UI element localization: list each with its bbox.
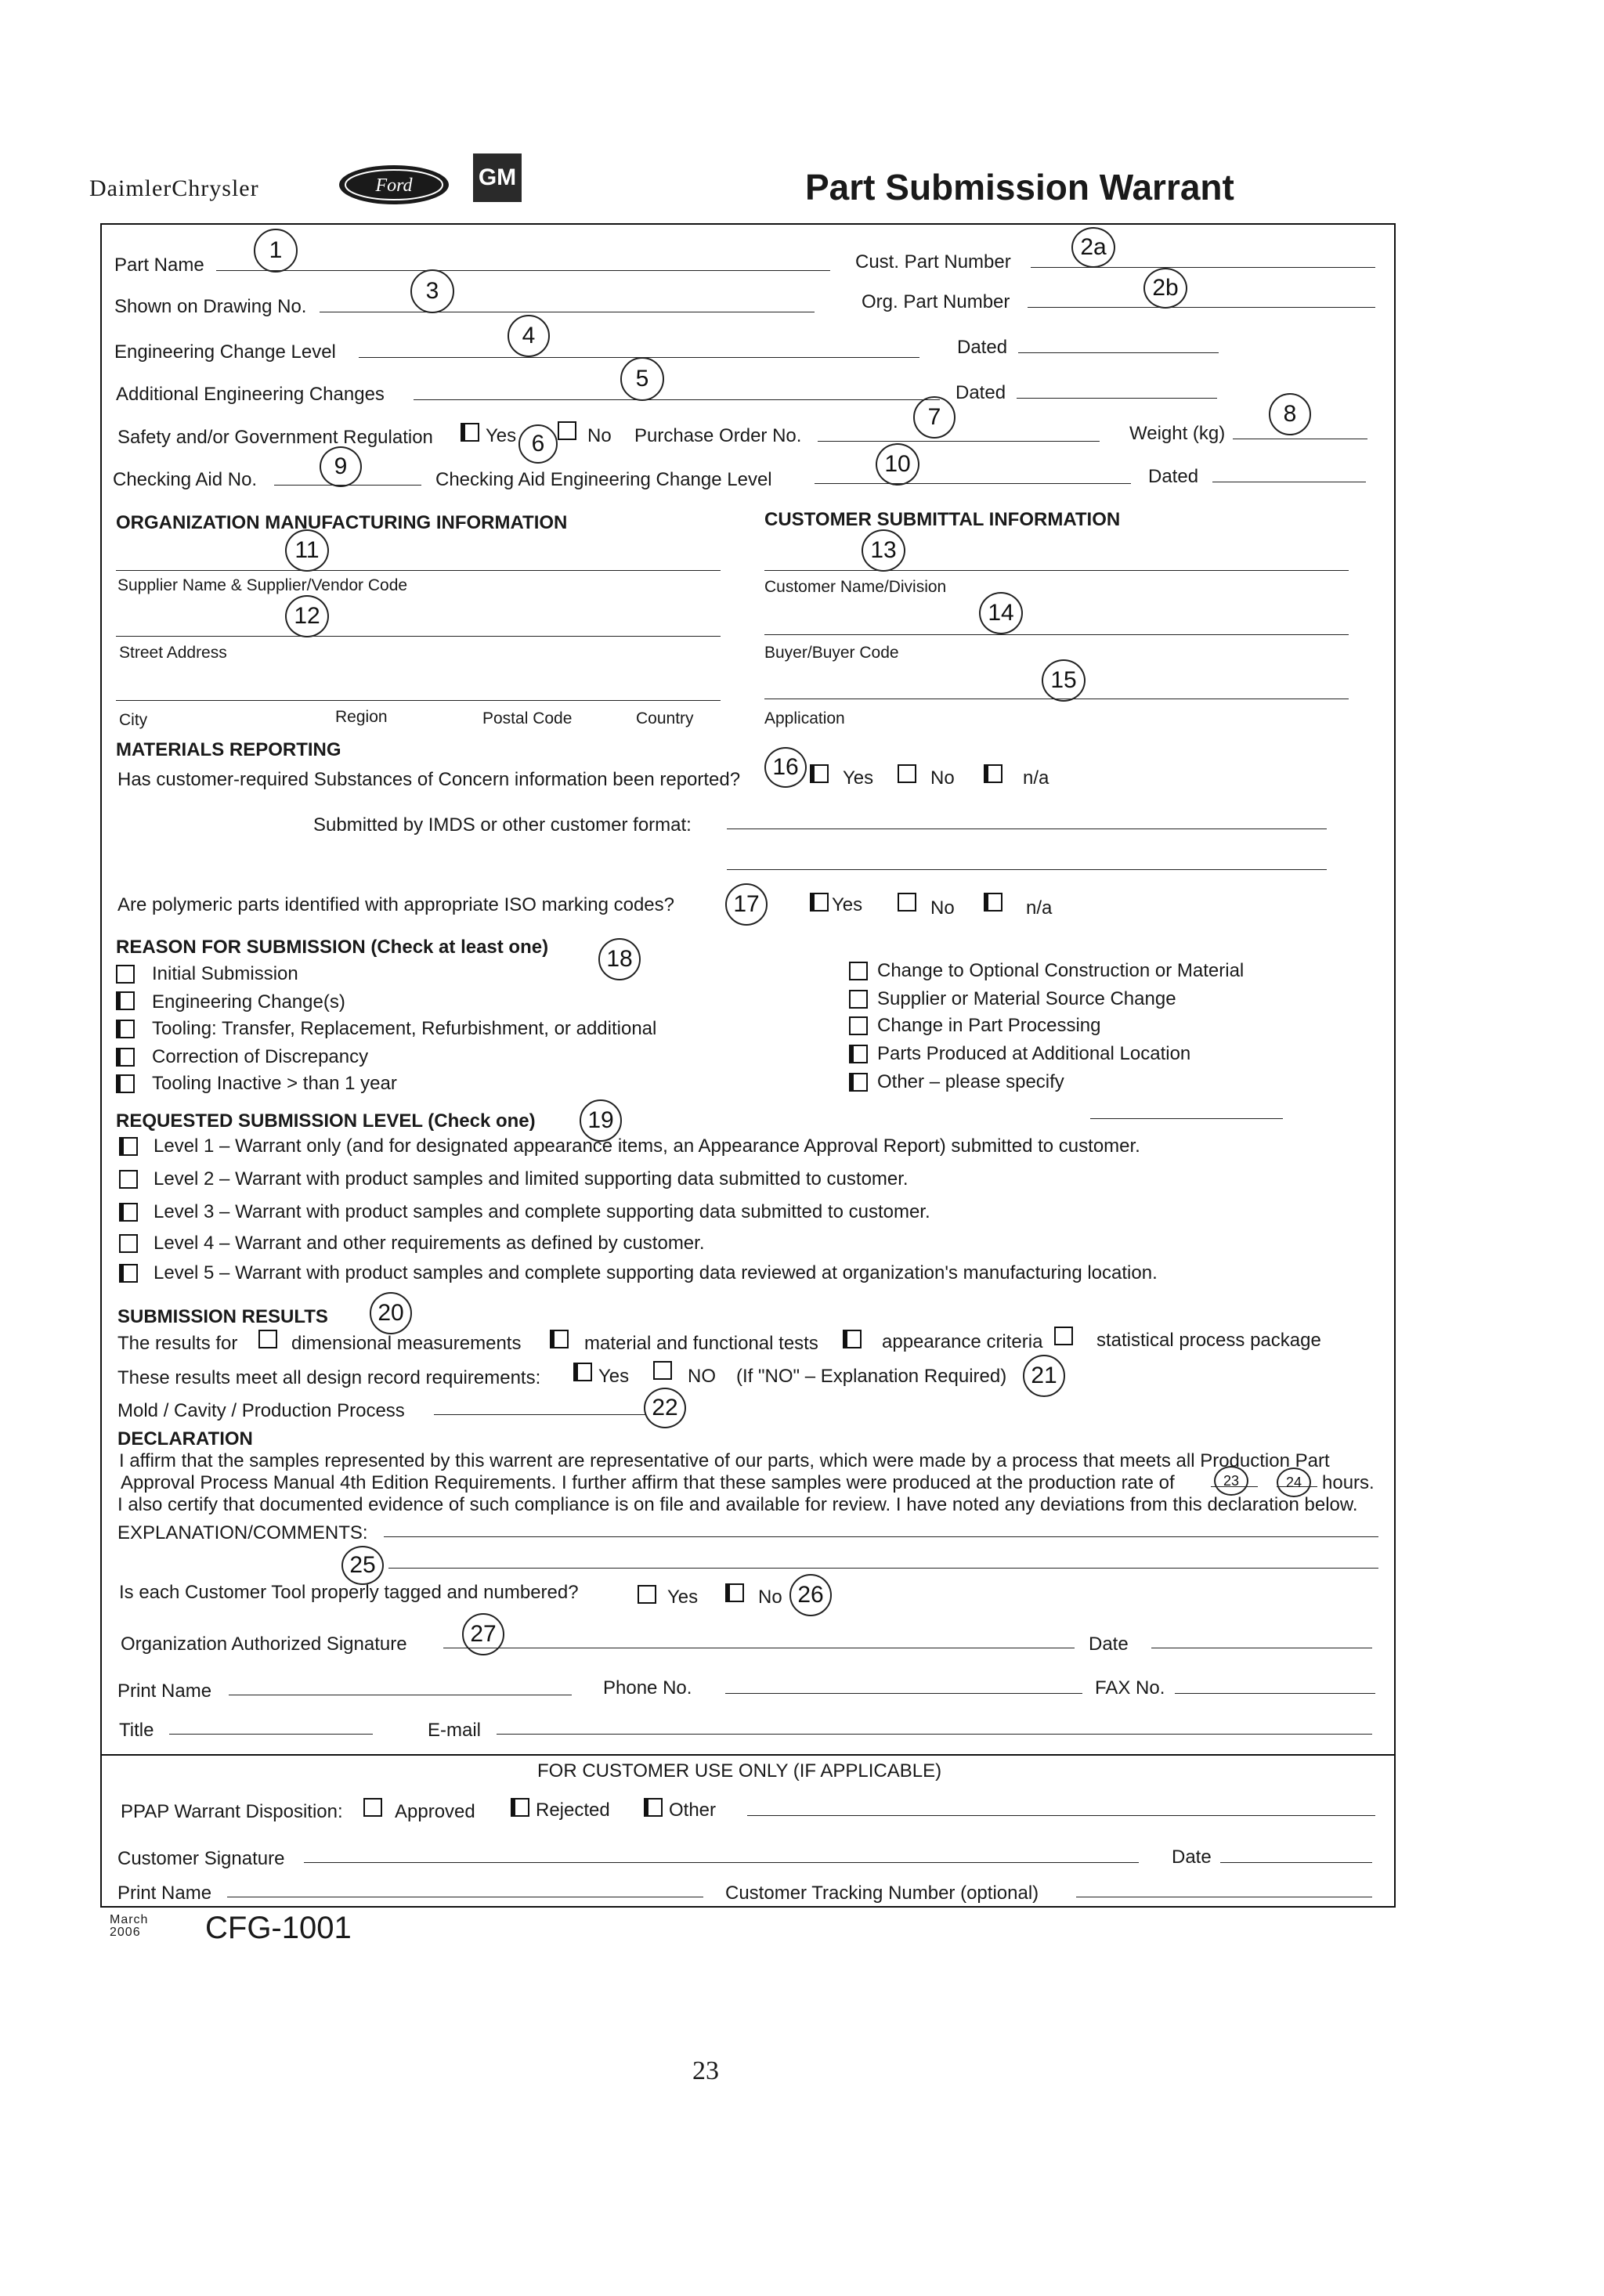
drawing-no-label: Shown on Drawing No. [114,296,307,317]
callout-2b [1143,268,1187,309]
callout-21 [1023,1355,1065,1397]
region-label: Region [335,708,388,726]
customer-name-label: Customer Name/Division [764,578,947,596]
customer-signature-label: Customer Signature [117,1848,285,1869]
eng-change-level-label: Engineering Change Level [114,341,336,363]
buyer-code-field[interactable] [764,634,1349,635]
callout-16-text: 16 [772,754,799,780]
reason-correction-label: Correction of Discrepancy [152,1046,369,1067]
level-heading: REQUESTED SUBMISSION LEVEL (Check one) [116,1110,536,1132]
results-heading: SUBMISSION RESULTS [117,1306,328,1327]
fax-field[interactable] [1175,1693,1375,1694]
soc-no-label: No [930,767,955,789]
reason-location-checkbox[interactable] [849,1045,868,1063]
results-no-label: NO [688,1366,716,1387]
soc-yes-checkbox[interactable] [810,764,829,783]
callout-11-text: 11 [294,537,320,563]
level-1-label: Level 1 – Warrant only (and for designated appearance items, an Appearance Approval Report) submitted to customer. [154,1135,1140,1157]
rejected-checkbox[interactable] [511,1798,529,1817]
callout-22 [644,1388,686,1428]
other-disposition-label: Other [669,1800,717,1821]
street-address-label: Street Address [119,644,227,662]
callout-8 [1269,393,1311,435]
customer-use-heading: FOR CUSTOMER USE ONLY (IF APPLICABLE) [537,1760,942,1782]
reason-tooling-checkbox[interactable] [116,1020,135,1038]
level-5-label: Level 5 – Warrant with product samples and complete supporting data reviewed at organization's manufacturing location. [154,1262,1158,1283]
callout-17 [725,883,768,926]
level-1-checkbox[interactable] [119,1137,138,1156]
approved-label: Approved [395,1801,475,1822]
polymeric-yes-checkbox[interactable] [810,893,829,912]
callout-19 [580,1099,622,1142]
reason-processing-label: Change in Part Processing [877,1015,1101,1036]
level-2-checkbox[interactable] [119,1170,138,1189]
cust-info-heading: CUSTOMER SUBMITTAL INFORMATION [764,509,1121,530]
callout-16 [764,747,807,788]
org-part-number-field[interactable] [1028,307,1375,308]
safety-no-checkbox[interactable] [558,421,576,440]
safety-yes-label: Yes [486,425,517,446]
level-4-checkbox[interactable] [119,1234,138,1253]
callout-4 [508,315,550,357]
reason-correction-checkbox[interactable] [116,1048,135,1067]
disposition-label: PPAP Warrant Disposition: [121,1801,343,1822]
callout-12 [285,595,329,637]
results-meet-label: These results meet all design record requirements: [117,1367,541,1388]
callout-5 [620,357,664,401]
callout-13-text: 13 [870,537,897,563]
cust-part-number-label: Cust. Part Number [855,251,1011,273]
org-date-label: Date [1089,1634,1129,1655]
other-disposition-field[interactable] [747,1815,1375,1816]
customer-signature-field[interactable] [304,1862,1139,1863]
cust-part-number-field[interactable] [1031,267,1375,268]
customer-name-field[interactable] [764,570,1349,571]
customer-print-name-label: Print Name [117,1883,212,1904]
callout-25-text: 25 [349,1552,376,1578]
material-tests-label: material and functional tests [584,1333,818,1354]
polymeric-na-label: n/a [1026,897,1053,919]
materials-heading: MATERIALS REPORTING [116,739,341,760]
callout-5-text: 5 [635,366,649,392]
phone-label: Phone No. [603,1677,692,1699]
dimensional-checkbox[interactable] [258,1330,277,1348]
level-2-label: Level 2 – Warrant with product samples and limited supporting data submitted to customer. [154,1168,909,1190]
tool-no-label: No [758,1587,782,1608]
frame-divider [100,1754,1396,1756]
soc-no-checkbox[interactable] [898,764,916,783]
callout-9-text: 9 [334,453,348,479]
part-name-field[interactable] [216,270,830,271]
imds-label: Submitted by IMDS or other customer format: [313,814,692,836]
callout-14-text: 14 [988,600,1014,626]
daimlerchrysler-logo-text: DaimlerChrysler [89,175,259,201]
callout-3 [410,269,454,313]
page-number: 23 [692,2056,719,2085]
callout-18-text: 18 [606,946,633,972]
reason-optional-checkbox[interactable] [849,962,868,980]
frame-top [100,223,1396,225]
callout-8-text: 8 [1283,401,1297,427]
imds-field-2[interactable] [727,869,1327,870]
reason-other-checkbox[interactable] [849,1073,868,1092]
callout-7-text: 7 [927,404,941,430]
reason-processing-checkbox[interactable] [849,1016,868,1035]
level-4-label: Level 4 – Warrant and other requirements as defined by customer. [154,1233,705,1254]
callout-11 [285,529,329,572]
results-for-label: The results for [117,1333,238,1354]
soc-na-label: n/a [1023,767,1049,789]
results-yes-checkbox[interactable] [573,1363,592,1381]
appearance-checkbox[interactable] [843,1330,862,1348]
frame-left [100,223,102,1907]
page-title: Part Submission Warrant [805,167,1234,208]
customer-date-field[interactable] [1220,1862,1372,1863]
other-disposition-checkbox[interactable] [644,1798,663,1817]
additional-changes-field[interactable] [414,399,940,400]
reason-other-field[interactable] [1090,1118,1283,1119]
callout-10 [876,443,919,486]
reason-heading: REASON FOR SUBMISSION (Check at least one) [116,937,549,958]
phone-field[interactable] [725,1693,1082,1694]
explanation-field-2[interactable] [388,1568,1378,1569]
callout-13 [862,529,905,572]
dated-1-field[interactable] [1018,352,1219,353]
callout-15 [1042,659,1086,702]
reason-tooling-label: Tooling: Transfer, Replacement, Refurbishment, or additional [152,1018,657,1039]
supplier-name-label: Supplier Name & Supplier/Vendor Code [117,576,408,594]
ford-logo-text: Ford [375,175,413,196]
callout-14 [979,592,1023,634]
callout-1-text: 1 [269,237,283,263]
dimensional-label: dimensional measurements [291,1333,522,1354]
soc-yes-label: Yes [843,767,874,789]
callout-20-text: 20 [378,1300,404,1326]
results-no-checkbox[interactable] [653,1361,672,1380]
callout-9 [320,446,362,487]
org-print-name-label: Print Name [117,1680,212,1702]
org-part-number-label: Org. Part Number [862,291,1010,312]
explanation-field[interactable] [384,1536,1378,1537]
form-id: CFG-1001 [205,1911,352,1945]
reason-eng-change-checkbox[interactable] [116,991,135,1010]
callout-26-text: 26 [797,1582,824,1608]
statistical-label: statistical process package [1096,1330,1321,1351]
reason-eng-change-label: Engineering Change(s) [152,991,345,1013]
callout-6-text: 6 [531,431,545,457]
reason-supplier-checkbox[interactable] [849,990,868,1009]
callout-21-text: 21 [1031,1363,1057,1388]
dated-1-label: Dated [957,337,1008,358]
level-3-checkbox[interactable] [119,1203,138,1222]
weight-label: Weight (kg) [1129,423,1226,444]
soc-question: Has customer-required Substances of Concern information been reported? [117,769,741,790]
polymeric-no-checkbox[interactable] [898,893,916,912]
rejected-label: Rejected [536,1800,610,1821]
callout-3-text: 3 [425,278,439,304]
checking-aid-ecl-label: Checking Aid Engineering Change Level [435,469,772,490]
callout-27 [462,1613,504,1655]
reason-supplier-label: Supplier or Material Source Change [877,988,1176,1009]
additional-changes-label: Additional Engineering Changes [116,384,385,405]
tool-no-checkbox[interactable] [725,1583,744,1602]
purchase-order-label: Purchase Order No. [634,425,802,446]
polymeric-yes-label: Yes [832,894,863,915]
declaration-line-1: I affirm that the samples represented by this warrent are representative of our parts, which were made by a process that meets all Production Part [119,1450,1330,1471]
material-tests-checkbox[interactable] [550,1330,569,1348]
reason-inactive-checkbox[interactable] [116,1074,135,1093]
safety-yes-checkbox[interactable] [461,423,479,442]
supplier-name-field[interactable] [116,570,721,571]
declaration-heading: DECLARATION [117,1428,253,1449]
soc-na-checkbox[interactable] [984,764,1002,783]
callout-2a [1071,227,1115,268]
reason-initial-checkbox[interactable] [116,965,135,984]
ford-logo [335,161,453,208]
reason-other-label: Other – please specify [877,1071,1064,1092]
callout-2a-text: 2a [1080,234,1107,260]
callout-19-text: 19 [587,1107,614,1133]
email-label: E-mail [428,1720,482,1741]
results-yes-label: Yes [598,1366,630,1387]
org-signature-label: Organization Authorized Signature [121,1634,407,1655]
dated-2-label: Dated [956,382,1006,403]
callout-1 [254,229,298,273]
dated-2-field[interactable] [1017,398,1217,399]
callout-22-text: 22 [652,1395,678,1421]
callout-27-text: 27 [470,1621,497,1647]
city-label: City [119,711,148,729]
callout-7 [913,396,956,439]
callout-18 [598,938,641,980]
approved-checkbox[interactable] [363,1798,382,1817]
callout-12-text: 12 [294,603,320,629]
purchase-order-field[interactable] [818,441,1100,442]
callout-4-text: 4 [522,323,536,348]
polymeric-no-label: No [930,897,955,919]
callout-23 [1214,1466,1248,1496]
level-3-label: Level 3 – Warrant with product samples and complete supporting data submitted to customer. [154,1201,930,1222]
form-year: 2006 [110,1926,141,1939]
title-field[interactable] [169,1734,373,1735]
title-label: Title [119,1720,154,1741]
fax-label: FAX No. [1095,1677,1165,1699]
email-field[interactable] [497,1734,1372,1735]
form-month: March [110,1913,149,1926]
callout-23-text: 23 [1223,1472,1240,1489]
checking-aid-ecl-field[interactable] [815,483,1131,484]
postal-code-label: Postal Code [482,709,573,727]
checking-aid-no-label: Checking Aid No. [113,469,258,490]
callout-2b-text: 2b [1152,275,1179,301]
tool-yes-checkbox[interactable] [638,1585,656,1604]
frame-bottom [100,1906,1396,1908]
callout-25 [341,1546,384,1585]
reason-optional-label: Change to Optional Construction or Material [877,960,1245,981]
daimlerchrysler-logo [89,175,259,202]
form-date [110,1914,148,1939]
reason-inactive-label: Tooling Inactive > than 1 year [152,1073,397,1094]
callout-6 [518,424,558,464]
org-info-heading: ORGANIZATION MANUFACTURING INFORMATION [116,512,568,533]
mold-cavity-label: Mold / Cavity / Production Process [117,1400,405,1421]
buyer-code-label: Buyer/Buyer Code [764,644,899,662]
level-5-checkbox[interactable] [119,1264,138,1283]
street-address-field[interactable] [116,636,721,637]
city-region-field[interactable] [116,700,721,701]
mold-cavity-field[interactable] [434,1414,645,1415]
polymeric-question: Are polymeric parts identified with appropriate ISO marking codes? [117,894,674,915]
results-explanation-label: (If "NO" – Explanation Required) [736,1366,1007,1387]
reason-initial-label: Initial Submission [152,963,298,984]
declaration-line-3: I also certify that documented evidence of such compliance is on file and available for review. I have noted any deviations from this declaration below. [117,1494,1358,1515]
declaration-line-2: Approval Process Manual 4th Edition Requirements. I further affirm that these samples were produced at the production rate of [121,1472,1175,1493]
country-label: Country [636,709,694,727]
callout-24 [1277,1467,1311,1497]
gm-logo [473,153,522,202]
customer-tool-question: Is each Customer Tool properly tagged and numbered? [119,1582,579,1603]
callout-17-text: 17 [733,891,760,917]
tool-yes-label: Yes [667,1587,699,1608]
frame-right [1394,223,1396,1907]
appearance-label: appearance criteria [882,1331,1043,1352]
explanation-label: EXPLANATION/COMMENTS: [117,1522,368,1543]
application-label: Application [764,709,845,727]
customer-date-label: Date [1172,1847,1212,1868]
gm-logo-text: GM [478,164,517,190]
tracking-number-label: Customer Tracking Number (optional) [725,1883,1039,1904]
dated-3-label: Dated [1148,466,1199,487]
callout-15-text: 15 [1050,667,1077,693]
callout-20 [370,1292,412,1334]
reason-location-label: Parts Produced at Additional Location [877,1043,1191,1064]
callout-26 [789,1574,832,1616]
safety-regulation-label: Safety and/or Government Regulation [117,427,433,448]
statistical-checkbox[interactable] [1054,1327,1073,1345]
safety-no-label: No [587,425,612,446]
polymeric-na-checkbox[interactable] [984,893,1002,912]
part-name-label: Part Name [114,255,204,276]
callout-10-text: 10 [884,451,911,477]
declaration-hours-label: hours. [1322,1472,1375,1493]
callout-24-text: 24 [1285,1474,1302,1490]
